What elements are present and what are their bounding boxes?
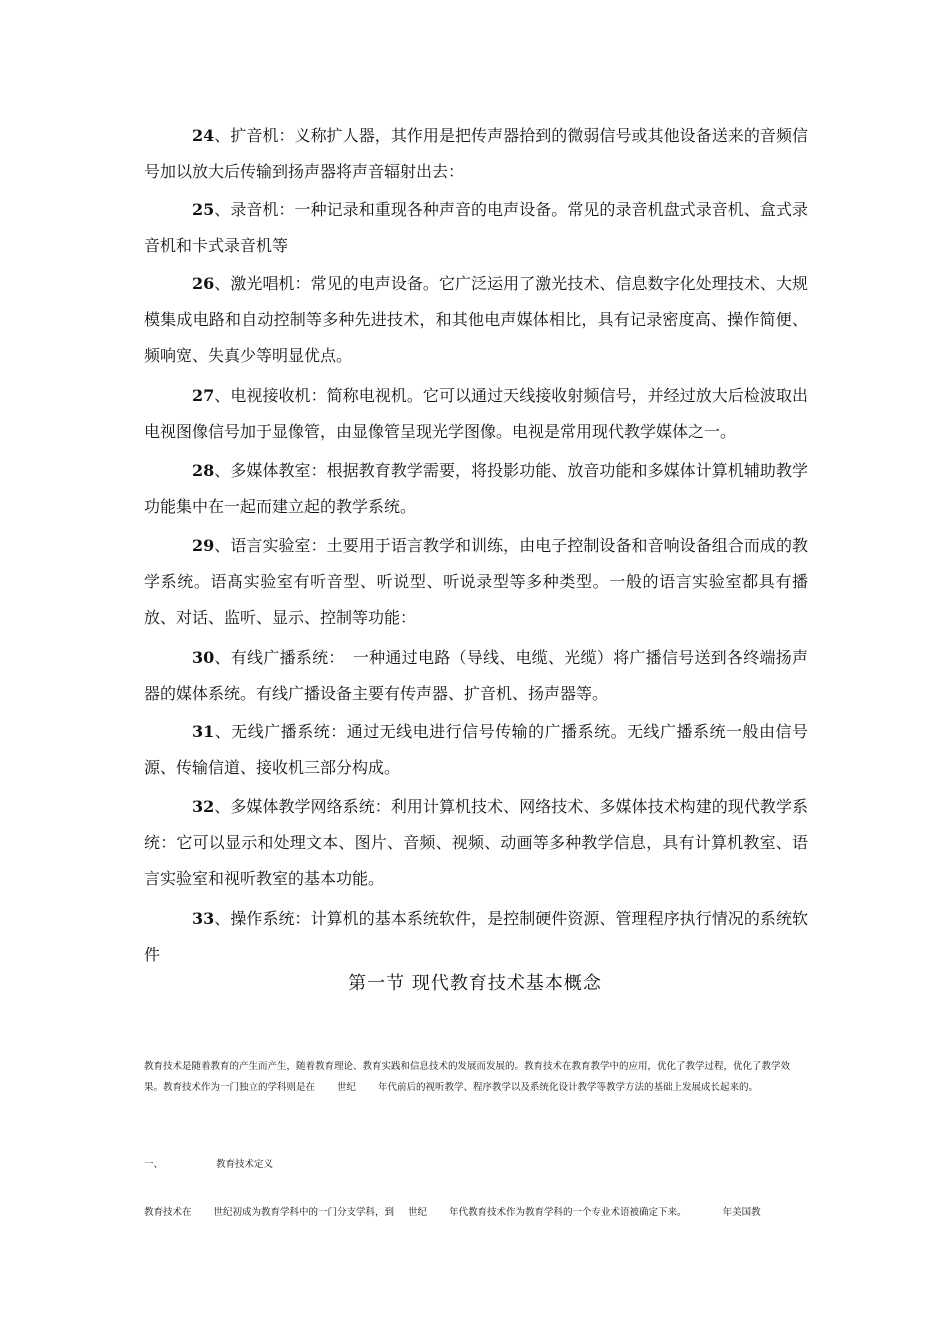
subheading-number: 一、 — [144, 1159, 164, 1170]
item-number: 33 — [192, 909, 215, 928]
item-text: 、扩音机：义称扩人器，其作用是把传声器拾到的微弱信号或其他设备送来的音频信号加以放大后传输到扬声器将声音辐射出去： — [144, 126, 808, 181]
item-text: 、无线广播系统：通过无线电进行信号传输的广播系统。无线广播系统一般由信号源、传输信道、接收机三部分构成。 — [144, 722, 808, 777]
item-number: 32 — [192, 797, 215, 816]
item-number: 24 — [192, 126, 215, 145]
item-number: 30 — [192, 648, 215, 667]
last-line-seg3: 世纪 — [408, 1207, 428, 1218]
item-text: 、多媒体教学网络系统：利用计算机技术、网络技术、多媒体技术构建的现代教学系统：它可以显示和处理文本、图片、音频、视频、动画等多种教学信息，具有计算机教室、语言实验室和视听教室的基本功能。 — [144, 797, 808, 888]
item-number: 28 — [192, 461, 215, 480]
definition-item-25 — [144, 192, 808, 264]
definition-item-28 — [144, 453, 808, 525]
item-number: 29 — [192, 536, 215, 555]
item-text: 、操作系统：计算机的基本系统软件，是控制硬件资源、管理程序执行情况的系统软件 — [144, 909, 808, 964]
subheading-text: 教育技术定义 — [216, 1159, 274, 1170]
item-number: 27 — [192, 386, 215, 405]
definition-item-33 — [144, 901, 808, 973]
subheading — [144, 1157, 808, 1173]
item-text: 、录音机：一种记录和重现各种声音的电声设备。常见的录音机盘式录音机、盒式录音机和卡式录音机等 — [144, 200, 808, 255]
last-line-seg2: 世纪初成为教育学科中的一门分支学科，到 — [213, 1207, 395, 1218]
definition-item-24 — [144, 118, 808, 190]
item-text: 、语言实验室：土要用于语言教学和训练，由电子控制设备和音响设备组合而成的教学系统。语髙实验室有听音型、听说型、听说录型等多种类型。一般的语言实验室都具有播放、对话、监听、显示、控制等功能： — [144, 536, 808, 627]
last-line-seg4: 年代教育技术作为教育学科的一个专业术语被确定下来。 — [449, 1207, 687, 1218]
item-number: 25 — [192, 200, 215, 219]
section-title: 第一节 现代教育技术基本概念 — [348, 973, 602, 994]
definition-item-31 — [144, 714, 808, 786]
definition-item-29 — [144, 528, 808, 636]
definition-item-27 — [144, 378, 808, 450]
item-number: 31 — [192, 722, 215, 741]
last-line-seg1: 教育技术在 — [144, 1207, 192, 1218]
last-line-seg5: 年美国教 — [722, 1207, 761, 1218]
item-text: 、激光唱机：常见的电声设备。它广泛运用了激光技术、信息数字化处理技术、大规模集成电路和自动控制等多种先进技术，和其他电声媒体相比，具有记录密度高、操作简便、频响宽、失真少等明显优点。 — [144, 274, 808, 365]
item-text: 、电视接收机：简称电视机。它可以通过天线接收射频信号，并经过放大后检波取出电视图像信号加于显像管，由显像管呈现光学图像。电视是常用现代教学媒体之一。 — [144, 386, 808, 441]
definition-item-30 — [144, 640, 808, 712]
intro-paragraph — [144, 1056, 808, 1098]
item-text: 、多媒体教室：根据教育教学需要，将投影功能、放音功能和多媒体计算机辅助教学功能集中在一起而建立起的教学系统。 — [144, 461, 808, 516]
intro-text-part2: 世纪 — [337, 1082, 357, 1093]
definition-item-26 — [144, 266, 808, 374]
item-number: 26 — [192, 274, 215, 293]
definition-item-32 — [144, 789, 808, 897]
intro-text-part3: 年代前后的视听教学、程序教学以及系统化设计教学等教学方法的基础上发展成长起来的。 — [378, 1082, 759, 1093]
intro-text-part1: 教育技术是随着教育的产生而产生，随着教育理论、教育实践和信息技术的发展而发展的。教育技术在教育教学中的应用，优化了教学过程，优化了教学效果。教育技术作为一门独立的学科则是在 — [144, 1061, 791, 1093]
definition-paragraph-start — [144, 1205, 808, 1221]
item-text: 、有线广播系统： 一种通过电路（导线、电缆、光缆）将广播信号送到各终端扬声器的媒体系统。有线广播设备主要有传声器、扩音机、扬声器等。 — [144, 648, 808, 703]
